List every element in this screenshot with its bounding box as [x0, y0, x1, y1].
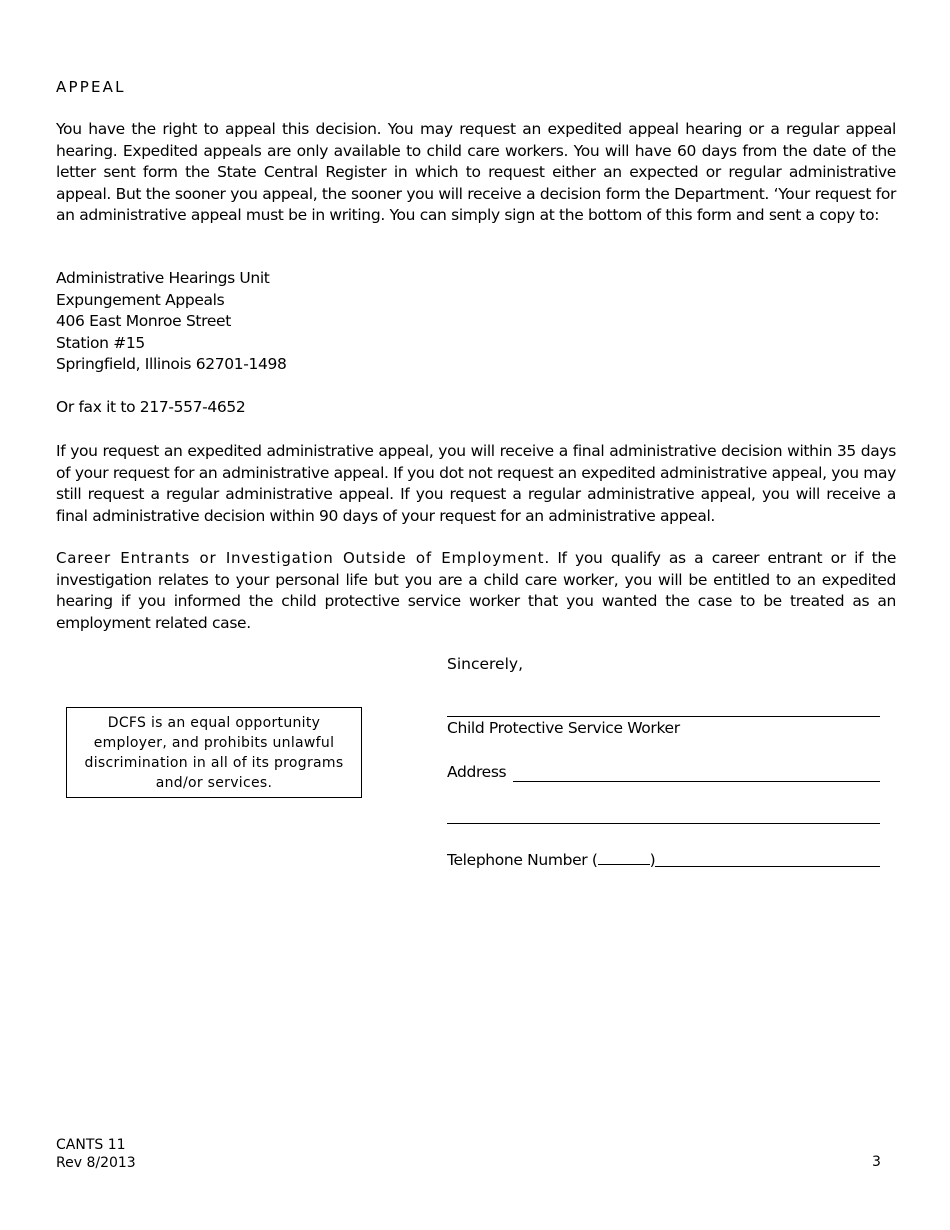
fax-line: Or fax it to 217-557-4652 — [56, 398, 246, 416]
form-footer — [56, 1136, 136, 1172]
address-line: Expungement Appeals — [56, 290, 225, 309]
address-line: Station #15 — [56, 333, 145, 352]
area-code-field[interactable] — [598, 849, 650, 865]
telephone-label-text: Telephone Number ( — [447, 851, 598, 869]
career-entrants-paragraph — [56, 548, 896, 634]
section-heading: APPEAL — [56, 78, 126, 96]
address-line-field-1[interactable] — [513, 781, 880, 782]
equal-opportunity-notice — [66, 707, 362, 798]
address-line: 406 East Monroe Street — [56, 312, 231, 330]
appeal-rights-paragraph: You have the right to appeal this decision. You may request an expedited appeal hearing or a regular appeal hearing. Expedited appeals are only available to child care workers. You will have 60 days from the date of the letter sent form the State Central Register in which to request either an expected or regular administrative appeal. But the sooner you appeal, the sooner you will receive a decision form the Department. ‘Your request for an administrative appeal must be in writing. You can simply sign at the bottom of this form and sent a copy to: — [56, 120, 896, 224]
decision-timeline-paragraph: If you request an expedited administrative appeal, you will receive a final administrative decision within 35 days of your request for an administrative appeal. If you dot not request an expedited administrative appeal, you may still request a regular administrative appeal. If you request a regular administrative appeal, you will receive a final administrative decision within 90 days of your request for an administrative appeal. — [56, 442, 896, 525]
worker-label: Child Protective Service Worker — [447, 719, 680, 737]
address-line-field-2[interactable] — [447, 823, 880, 824]
address-label: Address — [447, 763, 507, 781]
telephone-label-close: ) — [649, 851, 656, 869]
worker-signature-line[interactable] — [447, 716, 880, 717]
address-line: Springfield, Illinois 62701-1498 — [56, 355, 287, 373]
career-entrants-body: . If you qualify as a career entrant or if the investigation relates to your personal life but you are a child care worker, you will be entitled to an expedited hearing if you informed the child protective service worker that you wanted the case to be treated as an employment related case. — [56, 549, 897, 632]
form-id: CANTS 11 — [56, 1137, 126, 1153]
equal-opportunity-text: DCFS is an equal opportunity employer, and prohibits unlawful discrimination in all of its programs and/or services. — [84, 714, 344, 791]
telephone-label — [447, 849, 655, 869]
telephone-field[interactable] — [655, 866, 880, 867]
career-entrants-lead: Career Entrants or Investigation Outside of Employment — [56, 549, 545, 567]
closing: Sincerely, — [447, 655, 524, 673]
address-line: Administrative Hearings Unit — [56, 269, 270, 287]
form-revision: Rev 8/2013 — [56, 1155, 136, 1171]
page-number: 3 — [872, 1154, 881, 1170]
mailing-address — [56, 268, 287, 376]
